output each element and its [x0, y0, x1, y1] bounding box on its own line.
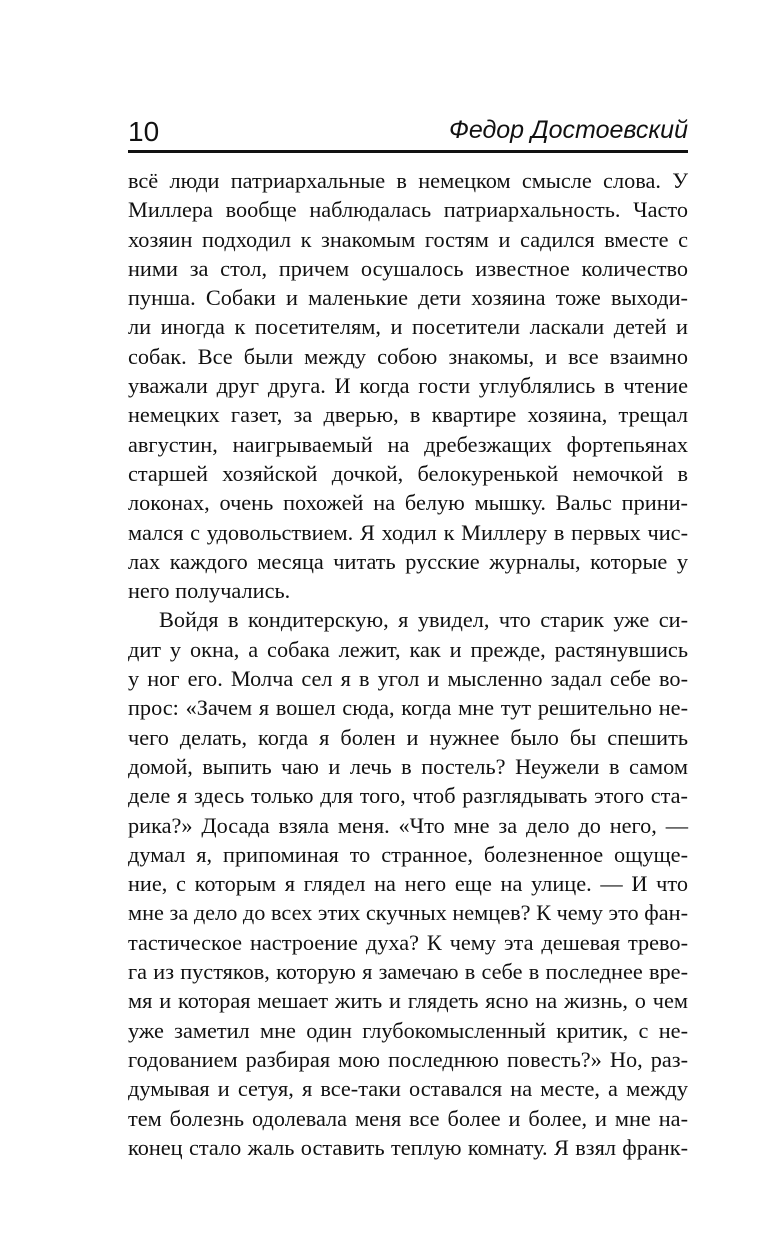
text-line: Войдя в кондитерскую, я увидел, что старик уже си- [159, 607, 688, 633]
text-line: прос: «Зачем я вошел сюда, когда мне тут решительно не- [128, 695, 688, 721]
text-line: у ног его. Молча сел я в угол и мысленно задал себе во- [128, 666, 688, 692]
paragraph [128, 166, 688, 605]
text-line: мя и которая мешает жить и глядеть ясно на жизнь, о чем [128, 988, 688, 1014]
text-line: уважали друг друга. И когда гости углублялись в чтение [128, 373, 688, 399]
text-line: мался с удовольствием. Я ходил к Миллеру в первых чис- [128, 519, 688, 545]
text-line: ли иногда к посетителям, и посетители ласкали детей и [128, 314, 688, 340]
text-line: лах каждого месяца читать русские журналы, которые у [128, 548, 688, 574]
text-line: хозяин подходил к знакомым гостям и садился вместе с [128, 226, 688, 252]
header-rule [128, 150, 688, 153]
text-line: домой, выпить чаю и лечь в постель? Неужели в самом [128, 753, 688, 779]
text-line: ними за стол, причем осушалось известное количество [128, 255, 688, 281]
text-line: старшей хозяйской дочкой, белокуренькой немочкой в [128, 460, 688, 486]
text-line: думал я, припоминая то странное, болезненное ощуще- [128, 841, 688, 867]
text-line: га из пустяков, которую я замечаю в себе в последнее вре- [128, 959, 688, 985]
text-line: Миллера вообще наблюдалась патриархальность. Часто [128, 197, 688, 223]
text-line: него получались. [128, 578, 291, 604]
text-line: локонах, очень похожей на белую мышку. Вальс прини- [128, 490, 688, 516]
body-text [128, 166, 688, 1162]
paragraph [128, 605, 688, 1162]
text-line: пунша. Собаки и маленькие дети хозяина тоже выходи- [128, 285, 688, 311]
text-line: ние, с которым я глядел на него еще на улице. — И что [128, 871, 688, 897]
text-line: деле я здесь только для того, чтоб разглядывать этого ста- [128, 783, 688, 809]
running-head [128, 108, 688, 148]
text-line: августин, наигрываемый на дребезжащих фортепьянах [128, 431, 688, 457]
text-line: дит у окна, а собака лежит, как и прежде, растянувшись [128, 636, 688, 662]
text-line: собак. Все были между собою знакомы, и все взаимно [128, 343, 688, 369]
text-line: тастическое настроение духа? К чему эта дешевая трево- [128, 929, 688, 955]
text-line: думывая и сетуя, я все-таки оставался на месте, а между [128, 1076, 688, 1102]
text-line: годованием разбирая мою последнюю повесть?» Но, раз- [128, 1046, 688, 1072]
text-line: конец стало жаль оставить теплую комнату. Я взял франк- [128, 1134, 688, 1160]
text-line: чего делать, когда я болен и нужнее было бы спешить [128, 724, 688, 750]
text-line: немецких газет, за дверью, в квартире хозяина, трещал [128, 402, 688, 428]
text-line: рика?» Досада взяла меня. «Что мне за дело до него, — [128, 812, 688, 838]
text-line: мне за дело до всех этих скучных немцев? К чему это фан- [128, 900, 688, 926]
text-line: тем болезнь одолевала меня все более и более, и мне на- [128, 1105, 688, 1131]
text-line: уже заметил мне один глубокомысленный критик, с не- [128, 1017, 688, 1043]
running-title: Федор Достоевский [448, 116, 688, 144]
page-number: 10 [128, 116, 160, 147]
text-line: всё люди патриархальные в немецком смысле слова. У [128, 168, 688, 193]
